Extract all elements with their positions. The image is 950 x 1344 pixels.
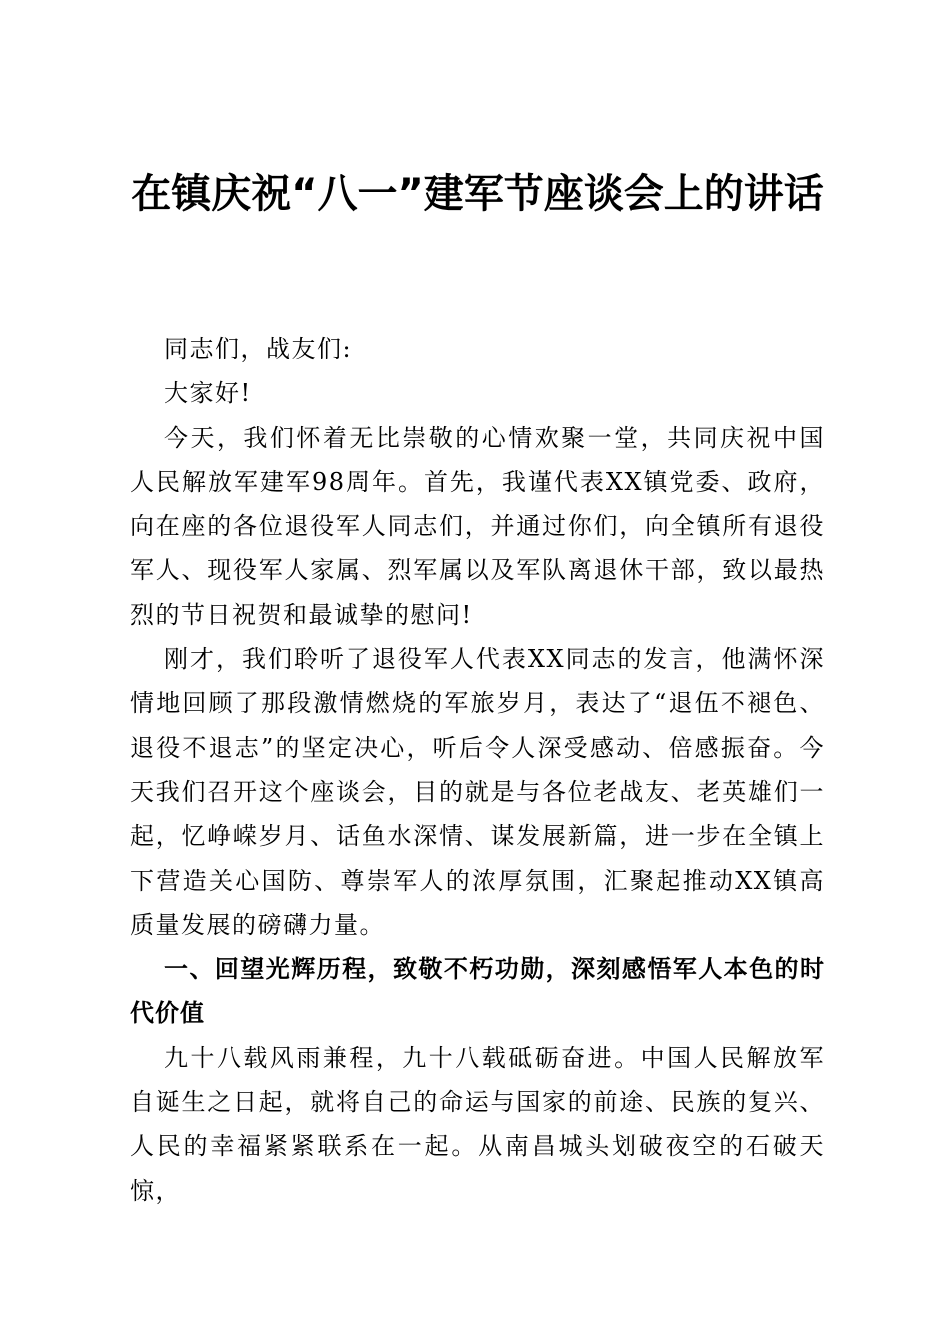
greeting: 大家好! bbox=[164, 379, 252, 408]
document-body bbox=[130, 327, 825, 1213]
paragraph-opening: 今天，我们怀着无比崇敬的心情欢聚一堂，共同庆祝中国人民解放军建军98周年。首先，我谨代表XX镇党委、政府，向在座的各位退役军人同志们，并通过你们，向全镇所有退役军人、现役军人家属、烈军属以及军队离退休干部，致以最热烈的节日祝贺和最诚挚的慰问! bbox=[130, 423, 825, 629]
section-1-paragraph: 九十八载风雨兼程，九十八载砥砺奋进。中国人民解放军自诞生之日起，就将自己的命运与国家的前途、民族的复兴、人民的幸福紧紧联系在一起。从南昌城头划破夜空的石破天惊， bbox=[130, 1043, 825, 1205]
salutation: 同志们，战友们: bbox=[164, 335, 353, 363]
paragraph-purpose: 刚才，我们聆听了退役军人代表XX同志的发言，他满怀深情地回顾了那段激情燃烧的军旅岁月，表达了“退伍不褪色、退役不退志”的坚定决心，听后令人深受感动、倍感振奋。今天我们召开这个座谈会，目的就是与各位老战友、老英雄们一起，忆峥嵘岁月、话鱼水深情、谋发展新篇，进一步在全镇上下营造关心国防、尊崇军人的浓厚氛围，汇聚起推动XX镇高质量发展的磅礴力量。 bbox=[130, 645, 825, 939]
document-title: 在镇庆祝“八一”建军节座谈会上的讲话 bbox=[131, 171, 824, 217]
section-heading-1: 一、回望光辉历程，致敬不朽功勋，深刻感悟军人本色的时代价值 bbox=[130, 955, 825, 1028]
